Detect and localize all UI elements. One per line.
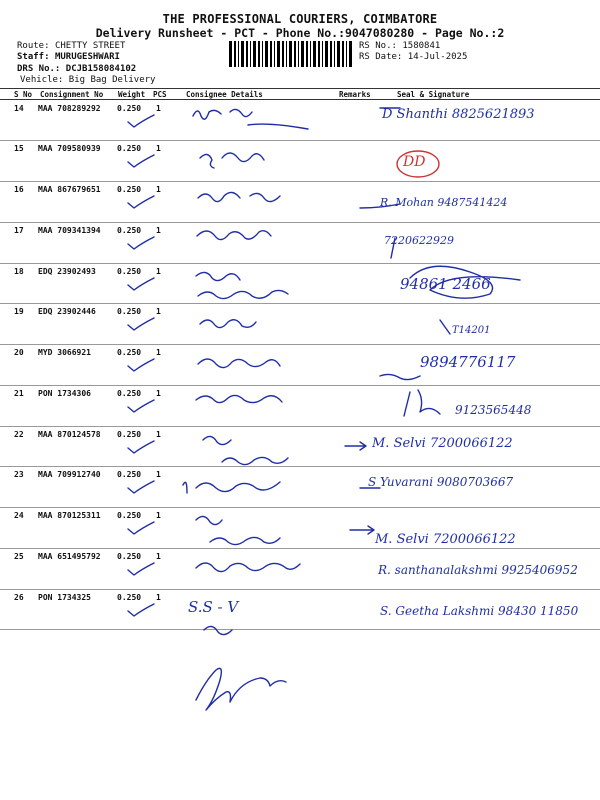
row-weight: 0.250: [117, 430, 142, 439]
tick-mark: [128, 441, 154, 453]
hw-signature-20: 9894776117: [420, 353, 516, 371]
extra-stroke-16: [360, 204, 400, 208]
row-consignment-no: PON 1734325: [38, 593, 91, 602]
hw-signature-23: S Yuvarani 9080703667: [368, 475, 514, 489]
rs-date-label: RS Date:: [359, 52, 403, 62]
company-title: THE PROFESSIONAL COURIERS, COIMBATORE: [162, 12, 438, 26]
drs-value: DCJB158084102: [65, 64, 137, 74]
hw-signature-17: 7220622929: [384, 234, 454, 247]
row-weight: 0.250: [117, 267, 142, 276]
row-consignment-no: MAA 708289292: [38, 104, 101, 113]
row-weight: 0.250: [117, 511, 142, 520]
tick-mark: [128, 278, 154, 290]
row-weight: 0.250: [117, 144, 142, 153]
red-stamp-circle: [397, 151, 439, 177]
row-pcs: 1: [156, 552, 161, 561]
tick-mark: [128, 400, 154, 412]
row-sno: 14: [14, 104, 24, 113]
row-sno: 18: [14, 267, 24, 276]
hw-signature-26: S. Geetha Lakshmi 98430 11850: [380, 604, 579, 618]
consignee-scribble-15: [200, 153, 264, 168]
row-consignment-no: MAA 709912740: [38, 470, 101, 479]
row-pcs: 1: [156, 185, 161, 194]
hw-stamp-15: DD: [403, 154, 426, 170]
extra-stroke-20: [380, 374, 420, 379]
tick-mark: [128, 196, 154, 208]
row-sno: 21: [14, 389, 24, 398]
consignee-scribble-23: [183, 482, 280, 493]
route-label: Route:: [17, 41, 50, 51]
rs-date-value: 14-Jul-2025: [407, 52, 468, 62]
row-pcs: 1: [156, 430, 161, 439]
row-consignment-no: PON 1734306: [38, 389, 91, 398]
drs-label: DRS No.:: [17, 64, 61, 74]
consignee-scribble-25: [196, 563, 300, 572]
row-sno: 23: [14, 470, 24, 479]
row-pcs: 1: [156, 104, 161, 113]
page-signature: [196, 668, 286, 710]
row-pcs: 1: [156, 348, 161, 357]
consignee-scribble-26: [204, 626, 232, 634]
hw-signature-25: R. santhanalakshmi 9925406952: [378, 563, 578, 577]
row-consignment-no: MAA 870125311: [38, 511, 101, 520]
runsheet-subtitle: Delivery Runsheet - PCT - Phone No.:9047080280 - Page No.:2: [95, 26, 505, 40]
row-pcs: 1: [156, 389, 161, 398]
row-weight: 0.250: [117, 226, 142, 235]
col-consignment: Consignment No: [40, 90, 104, 99]
tick-mark: [128, 522, 154, 534]
row-consignment-no: EDQ 23902493: [38, 267, 96, 276]
hw-signature-18: 94861 2466: [400, 275, 491, 293]
staff-value: MURUGESHWARI: [54, 52, 120, 62]
row-pcs: 1: [156, 267, 161, 276]
row-sno: 20: [14, 348, 24, 357]
row-pcs: 1: [156, 511, 161, 520]
row-pcs: 1: [156, 307, 161, 316]
col-consignee: Consignee Details: [186, 90, 263, 99]
tick-mark: [128, 115, 154, 127]
vehicle-label: Vehicle:: [20, 75, 64, 85]
col-pcs: PCS: [153, 90, 167, 99]
row-weight: 0.250: [117, 348, 142, 357]
row-consignment-no: MAA 709580939: [38, 144, 101, 153]
extra-stroke-21: [404, 390, 440, 416]
row-consignment-no: MAA 651495792: [38, 552, 101, 561]
col-sno: S No: [14, 90, 33, 99]
consignee-scribble-17: [197, 231, 271, 240]
vehicle-value: Big Bag Delivery: [68, 75, 156, 85]
extra-stroke-24: [350, 526, 374, 534]
consignee-scribble-14: [193, 109, 308, 129]
tick-marks: [128, 115, 154, 616]
extra-stroke-17: [391, 238, 395, 258]
row-sno: 25: [14, 552, 24, 561]
row-consignment-no: EDQ 23902446: [38, 307, 96, 316]
consignee-scribble-20: [198, 359, 280, 368]
extra-stroke-22: [345, 442, 366, 450]
row-consignment-no: MAA 867679651: [38, 185, 101, 194]
tick-mark: [128, 155, 154, 167]
row-weight: 0.250: [117, 185, 142, 194]
row-weight: 0.250: [117, 593, 142, 602]
row-weight: 0.250: [117, 307, 142, 316]
tick-mark: [128, 318, 154, 330]
col-remarks: Remarks: [339, 90, 371, 99]
extra-stroke-19: [440, 320, 450, 334]
row-pcs: 1: [156, 144, 161, 153]
tick-mark: [128, 563, 154, 575]
row-consignment-no: MAA 870124578: [38, 430, 101, 439]
row-sno: 24: [14, 511, 24, 520]
extra-stroke-18: [410, 266, 520, 298]
hw-signature-19: T14201: [452, 325, 491, 336]
col-seal: Seal & Signature: [397, 90, 470, 99]
row-sno: 16: [14, 185, 24, 194]
row-sno: 15: [14, 144, 24, 153]
consignee-scribble-16: [198, 192, 280, 201]
consignee-scribble-24: [196, 516, 280, 544]
hw-signature-14: D Shanthi 8825621893: [382, 107, 535, 122]
row-sno: 22: [14, 430, 24, 439]
row-weight: 0.250: [117, 552, 142, 561]
hw-consignee-26: S.S - V: [188, 598, 239, 616]
hw-signature-16: R. Mohan 9487541424: [380, 196, 508, 209]
row-pcs: 1: [156, 593, 161, 602]
row-weight: 0.250: [117, 389, 142, 398]
row-sno: 26: [14, 593, 24, 602]
row-pcs: 1: [156, 226, 161, 235]
tick-mark: [128, 237, 154, 249]
rs-no-value: 1580841: [402, 41, 441, 51]
row-consignment-no: MYD 3066921: [38, 348, 91, 357]
consignee-scribble-19: [200, 320, 256, 328]
tick-mark: [128, 604, 154, 616]
row-weight: 0.250: [117, 104, 142, 113]
row-consignment-no: MAA 709341394: [38, 226, 101, 235]
tick-mark: [128, 359, 154, 371]
row-weight: 0.250: [117, 470, 142, 479]
consignee-scribble-22: [203, 436, 288, 464]
row-sno: 17: [14, 226, 24, 235]
rs-no-label: RS No.:: [359, 41, 397, 51]
hw-signature-22: M. Selvi 7200066122: [372, 436, 513, 451]
hw-signature-21: 9123565448: [455, 403, 532, 417]
row-sno: 19: [14, 307, 24, 316]
consignee-scribble-18: [196, 272, 288, 298]
consignee-scribble-21: [196, 395, 282, 402]
staff-label: Staff:: [17, 52, 50, 62]
row-pcs: 1: [156, 470, 161, 479]
route-value: CHETTY STREET: [54, 41, 126, 51]
col-weight: Weight: [118, 90, 146, 99]
tick-mark: [128, 481, 154, 493]
hw-signature-24: M. Selvi 7200066122: [375, 532, 516, 547]
